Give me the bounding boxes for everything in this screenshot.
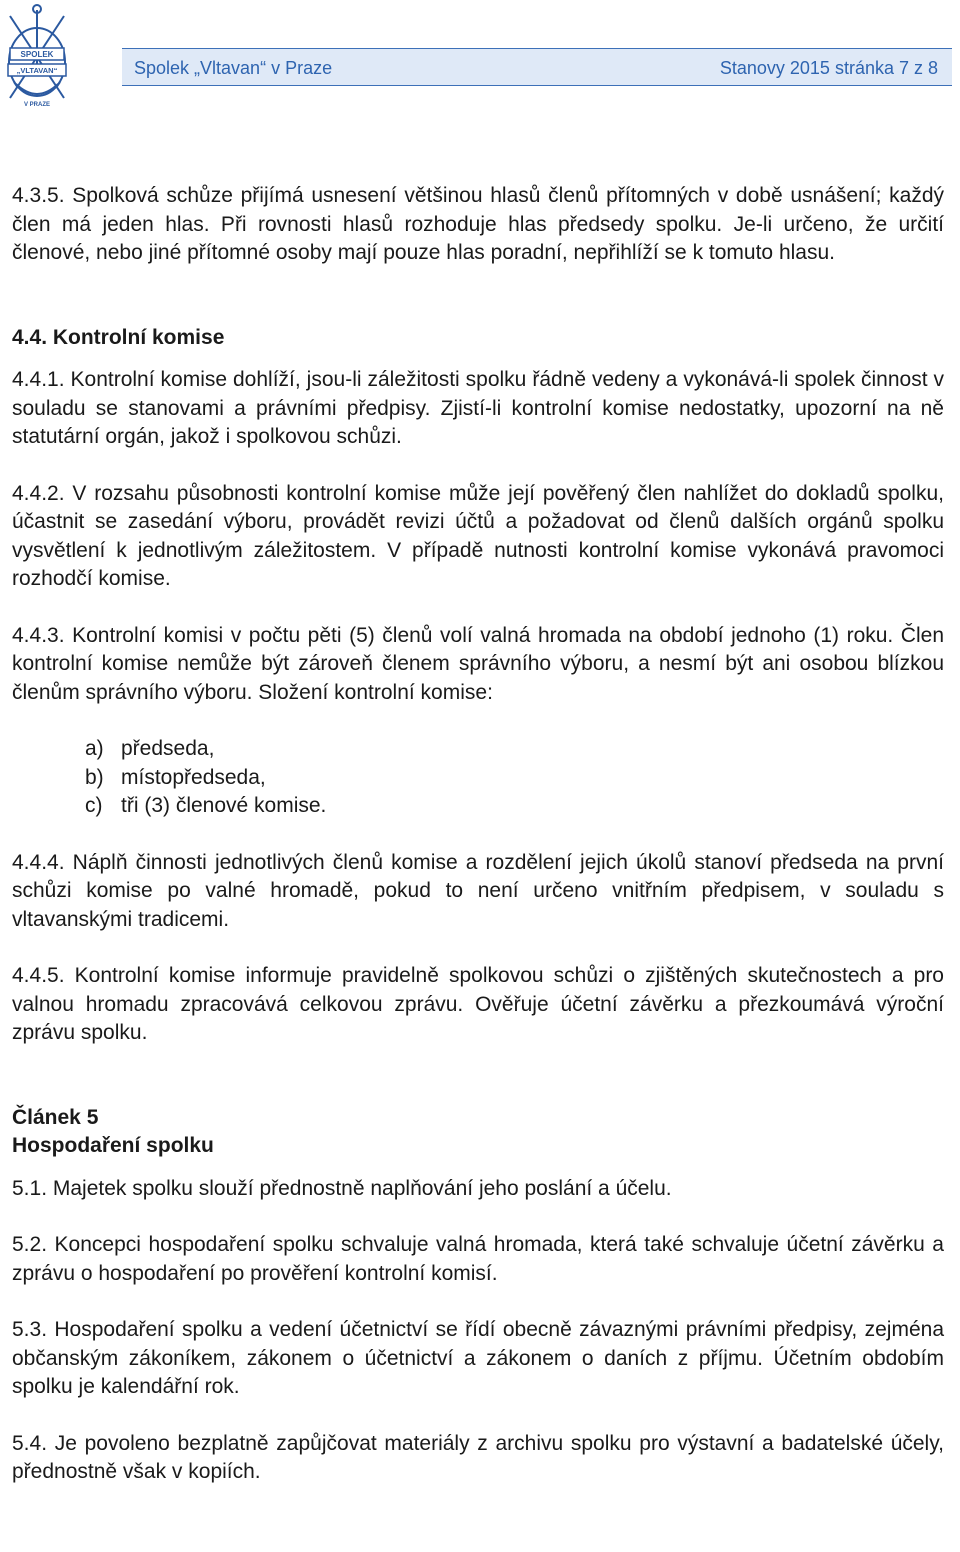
- list-item: [85, 735, 944, 764]
- page-header: [122, 48, 952, 86]
- list-item: [85, 792, 944, 821]
- paragraph-4-4-1: 4.4.1. Kontrolní komise dohlíží, jsou-li záležitosti spolku řádně vedeny a vykonává-li spolek činnost v souladu se stanovami a právními předpisy. Zjistí-li kontrolní komise nedostatky, upozorní na ně statutární orgán, jakož i spolkovou schůzi.: [12, 368, 944, 448]
- list-item-text: místopředseda,: [121, 765, 266, 789]
- paragraph-5-3: 5.3. Hospodaření spolku a vedení účetnictví se řídí obecně závaznými právními předpisy, zejména občanským zákoníkem, zákonem o účetnictví a zákonem o daních z příjmu. Účetním obdobím spolku je kalendářní rok.: [12, 1318, 944, 1398]
- svg-text:SPOLEK: SPOLEK: [20, 50, 54, 59]
- header-organization: Spolek „Vltavan“ v Praze: [134, 58, 333, 78]
- paragraph-5-2: 5.2. Koncepci hospodaření spolku schvaluje valná hromada, která také schvaluje účetní závěrku a zprávu o hospodaření po prověření kontrolní komisí.: [12, 1233, 944, 1285]
- article-subtitle: Hospodaření spolku: [12, 1134, 214, 1157]
- paragraph-4-4-2: 4.4.2. V rozsahu působnosti kontrolní komise může její pověřený člen nahlížet do dokladů spolku, účastnit se zasedání výboru, provádět revizi účtů a požadovat od členů dalších orgánů spolku vysvětlení k jednotlivým záležitostem. V případě nutnosti kontrolní komise vykonává pravomoci rozhodčí komise.: [12, 481, 944, 590]
- list-marker: c): [85, 794, 103, 817]
- header-page-info: Stanovy 2015 stránka 7 z 8: [719, 58, 938, 78]
- paragraph-4-4-4: 4.4.4. Náplň činnosti jednotlivých členů komise a rozdělení jejich úkolů stanoví předseda na první schůzi komise po valné hromadě, pokud to není určeno vnitřním předpisem, v souladu s vltavanskými tradicemi.: [12, 850, 944, 931]
- list-item-text: předseda,: [121, 737, 215, 760]
- paragraph-4-4-5: 4.4.5. Kontrolní komise informuje pravidelně spolkovou schůzi o zjištěných skutečnostech a pro valnou hromadu zpracovává celkovou zprávu. Ověřuje účetní závěrku a přezkoumává výroční zprávu spolku.: [12, 964, 944, 1044]
- paragraph-5-4: 5.4. Je povoleno bezplatně zapůjčovat materiály z archivu spolku pro výstavní a badatelské účely, přednostně však v kopiích.: [12, 1431, 944, 1483]
- section-heading-4-4: 4.4. Kontrolní komise: [12, 325, 225, 349]
- list-marker: a): [85, 737, 104, 760]
- list-item: [85, 764, 944, 793]
- svg-text:„VLTAVAN“: „VLTAVAN“: [16, 66, 58, 75]
- svg-text:V PRAZE: V PRAZE: [23, 102, 51, 108]
- document-body: [12, 182, 944, 1487]
- paragraph-4-4-3: 4.4.3. Kontrolní komisi v počtu pěti (5) členů volí valná hromada na období jednoho (1) roku. Člen kontrolní komise nemůže být zároveň členem správního výboru, a nesmí být ani osobou blízkou členům správního výboru. Složení kontrolní komise:: [12, 623, 944, 704]
- paragraph-5-1: 5.1. Majetek spolku slouží přednostně naplňování jeho poslání a účelu.: [12, 1176, 672, 1200]
- article-title: Článek 5: [12, 1105, 99, 1129]
- spolek-vltavan-logo: [4, 2, 70, 112]
- list-marker: b): [85, 765, 104, 789]
- list-item-text: tři (3) členové komise.: [121, 794, 327, 817]
- commission-composition-list: [85, 735, 944, 821]
- paragraph-4-3-5: 4.3.5. Spolková schůze přijímá usnesení většinou hlasů členů přítomných v době usnášení; každý člen má jeden hlas. Při rovnosti hlasů rozhoduje hlas předsedy spolku. Je-li určeno, že určití členové, nebo jiné přítomné osoby mají pouze hlas poradní, nepřihlíží se k tomuto hlasu.: [12, 184, 944, 264]
